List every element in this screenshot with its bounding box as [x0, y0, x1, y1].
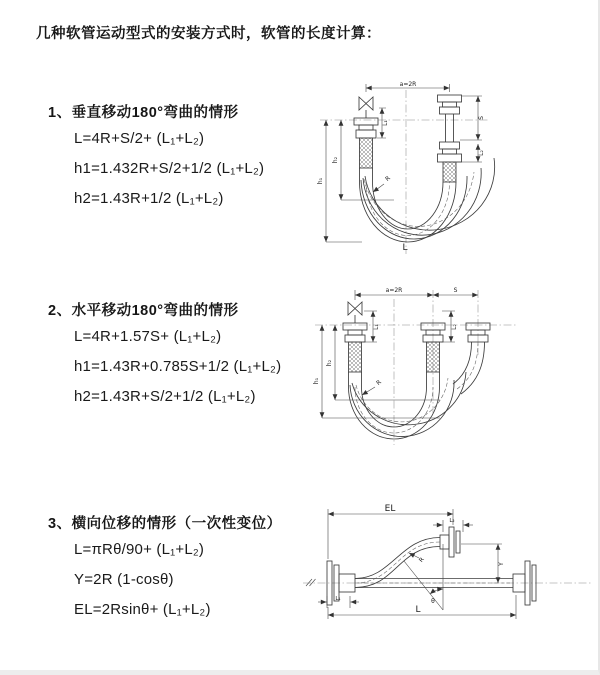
dim-label-y: Y: [498, 562, 505, 566]
hose-axis-dashed: [355, 542, 510, 583]
dim-label-r: R: [384, 174, 392, 183]
braided-section: [443, 162, 456, 182]
braided-section: [427, 342, 440, 372]
hose-axis-dashed: [364, 172, 474, 236]
diagram-vertical-180-bend: [316, 76, 586, 261]
dim-label-h1: h₁: [313, 377, 320, 385]
dim-label-h1: h₁: [317, 177, 324, 185]
hose-assembly: [354, 95, 495, 242]
dim-label-r: R: [417, 556, 426, 564]
dim-label-l1: L₁: [335, 596, 341, 602]
dim-label-span: a=2R: [385, 287, 403, 294]
centerlines: [315, 290, 517, 445]
hose-axis-dashed: [355, 342, 478, 433]
angle-construction: [404, 544, 443, 610]
centerline-break-mark: [306, 579, 316, 586]
hose-assembly: [343, 302, 490, 439]
dimension-lines: [326, 84, 482, 242]
section-3-heading: 3、横向位移的情形（一次性变位）: [48, 516, 282, 532]
dimension-lines: [318, 509, 516, 619]
dim-label-h2: h₂: [326, 359, 333, 367]
dim-label-theta: θ: [431, 598, 435, 605]
section-1-heading: 1、垂直移动180°弯曲的情形: [48, 105, 239, 121]
section-2-formula-h2: h2=1.43R+S/2+1/2 (L₁+L₂): [74, 388, 256, 405]
dim-label-el: EL: [384, 504, 396, 514]
centerlines: [320, 90, 488, 254]
dim-label-s: S: [453, 287, 458, 294]
page-title: 几种软管运动型式的安装方式时，软管的长度计算：: [36, 26, 381, 42]
dim-label-r: R: [375, 378, 383, 387]
dim-label-l2: L₂: [478, 150, 485, 156]
left-flange: [354, 118, 378, 138]
section-2-formula-L: L=4R+1.57S+ (L₁+L₂): [74, 328, 222, 345]
section-1-formula-h2: h2=1.43R+1/2 (L₁+L₂): [74, 190, 224, 207]
section-3-formula-EL: EL=2Rsinθ+ (L₁+L₂): [74, 601, 211, 618]
dim-label-l1: L₁: [382, 120, 389, 126]
section-3-formula-L: L=πRθ/90+ (L₁+L₂): [74, 541, 205, 558]
right-upper-flange: [438, 95, 462, 114]
valve-icon: [359, 97, 373, 118]
dim-label-span: a=2R: [399, 81, 417, 88]
braided-section: [349, 342, 362, 372]
valve-icon: [348, 302, 362, 323]
dim-label-s: S: [478, 116, 485, 120]
diagram-horizontal-180-bend: [312, 283, 597, 458]
diagram-lateral-displacement: [300, 498, 600, 648]
dim-label-l1: L₁: [373, 324, 380, 330]
section-1-formula-L: L=4R+S/2+ (L₁+L₂): [74, 130, 205, 147]
dimension-lines: [322, 290, 478, 418]
left-flange: [343, 323, 367, 342]
dim-label-l2: L₂: [449, 518, 455, 524]
section-3-formula-Y: Y=2R (1-cosθ): [74, 571, 174, 588]
right-lower-flange: [438, 142, 462, 162]
dim-label-h2: h₂: [332, 156, 339, 164]
dim-label-l: L: [402, 243, 408, 253]
section-2-formula-h1: h1=1.43R+0.785S+1/2 (L₁+L₂): [74, 358, 282, 375]
braided-section: [360, 138, 373, 168]
section-2-heading: 2、水平移动180°弯曲的情形: [48, 303, 239, 319]
section-1-formula-h1: h1=1.432R+S/2+1/2 (L₁+L₂): [74, 160, 265, 177]
dim-label-l: L: [415, 605, 421, 615]
dim-label-l2: L₂: [451, 324, 458, 330]
